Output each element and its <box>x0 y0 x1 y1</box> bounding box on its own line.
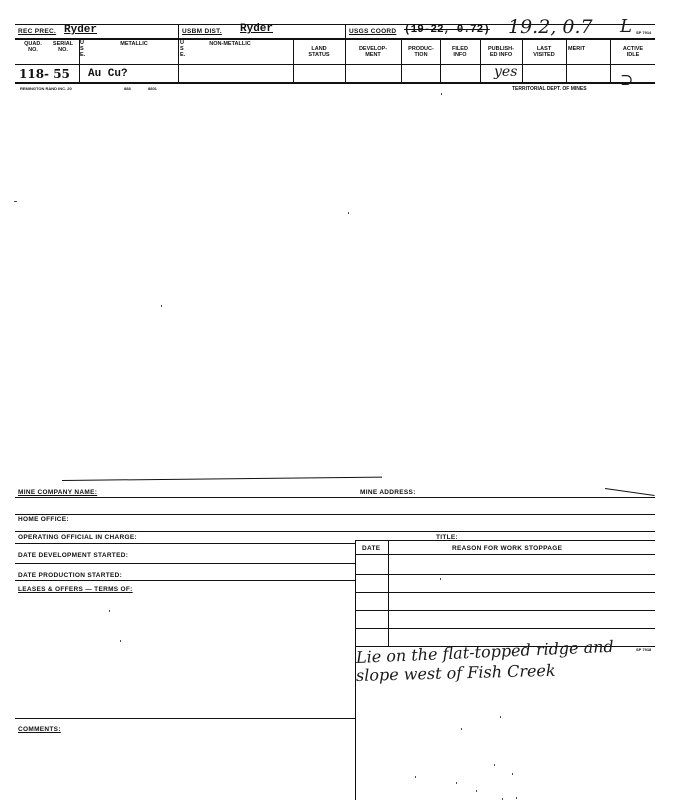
form-code-bottom: SP 7918 <box>636 647 652 652</box>
production-header: PRODUC- TION <box>408 46 434 58</box>
speck <box>461 728 462 730</box>
form-code-top: SP 7914 <box>636 30 652 35</box>
metallic-header: METALLIC <box>120 41 148 47</box>
usgs-coord-struck: (19-22, 0.72) <box>404 24 490 36</box>
serial-no-header: SERIAL NO. <box>52 41 74 53</box>
usgs-coord-label: USGS COORD <box>349 28 397 35</box>
rec-prec-value: Ryder <box>64 24 98 36</box>
home-office-label: HOME OFFICE: <box>18 516 69 523</box>
rec-prec-label: REC PREC. <box>18 28 57 35</box>
published-info-header: PUBLISH- ED INFO <box>488 46 514 58</box>
speck <box>440 578 441 580</box>
speck <box>109 610 110 612</box>
speck <box>502 798 503 800</box>
speck <box>516 797 517 799</box>
handwritten-note-line-1: Lie on the flat-topped ridge and <box>355 636 615 667</box>
mine-company-label: MINE COMPANY NAME: <box>18 489 98 496</box>
footer-territorial: TERRITORIAL DEPT. OF MINES <box>512 86 587 92</box>
usgs-coord-handwritten: 19.2, 0.7 <box>508 16 593 38</box>
date-production-label: DATE PRODUCTION STARTED: <box>18 572 123 579</box>
speck <box>512 773 513 775</box>
speck <box>441 93 442 95</box>
speck <box>120 640 121 642</box>
last-visited-header: LAST VISITED <box>533 46 555 58</box>
filed-info-header: FILED INFO <box>452 46 468 58</box>
usbm-dist-value: Ryder <box>240 23 274 35</box>
footer-remington: REMINGTON RAND INC. 20 <box>20 86 72 91</box>
table-reason-header: REASON FOR WORK STOPPAGE <box>452 545 563 552</box>
quad-no-header: QUAD. NO. <box>24 41 42 53</box>
handwritten-note-line-2: slope west of Fish Creek <box>355 660 556 685</box>
speck <box>476 790 477 792</box>
leases-label: LEASES & OFFERS — TERMS OF: <box>18 586 133 593</box>
speck <box>500 716 501 718</box>
active-idle-value: ⊃ <box>620 70 634 89</box>
speck <box>161 305 162 307</box>
speck <box>348 212 349 214</box>
metallic-value: Au Cu? <box>88 68 128 80</box>
comments-label: COMMENTS: <box>18 726 61 733</box>
merit-header: MERIT <box>568 46 586 52</box>
active-idle-header: ACTIVE IDLE <box>622 46 644 58</box>
mine-address-label: MINE ADDRESS: <box>360 489 416 496</box>
use-nonmetallic-header: U S E. <box>180 40 186 58</box>
use-metallic-header: U S E. <box>80 40 86 58</box>
title-label: TITLE: <box>436 534 459 541</box>
development-header: DEVELOP- MENT <box>358 46 388 58</box>
date-development-label: DATE DEVELOPMENT STARTED: <box>18 552 129 559</box>
speck <box>14 201 17 202</box>
non-metallic-header: NON-METALLIC <box>209 41 251 47</box>
published-info-value: yes <box>494 64 518 80</box>
speck <box>494 764 495 766</box>
usgs-coord-letter: L <box>620 16 632 37</box>
footer-code-2: 8801 <box>148 86 157 91</box>
footer-code-1: 888 <box>124 86 131 91</box>
speck <box>415 776 416 778</box>
quad-serial-value: 118- 55 <box>19 67 70 81</box>
table-date-header: DATE <box>362 545 381 552</box>
usbm-dist-label: USBM DIST. <box>182 28 222 35</box>
land-status-header: LAND STATUS <box>308 46 330 58</box>
operating-official-label: OPERATING OFFICIAL IN CHARGE: <box>18 534 137 541</box>
speck <box>456 782 457 784</box>
